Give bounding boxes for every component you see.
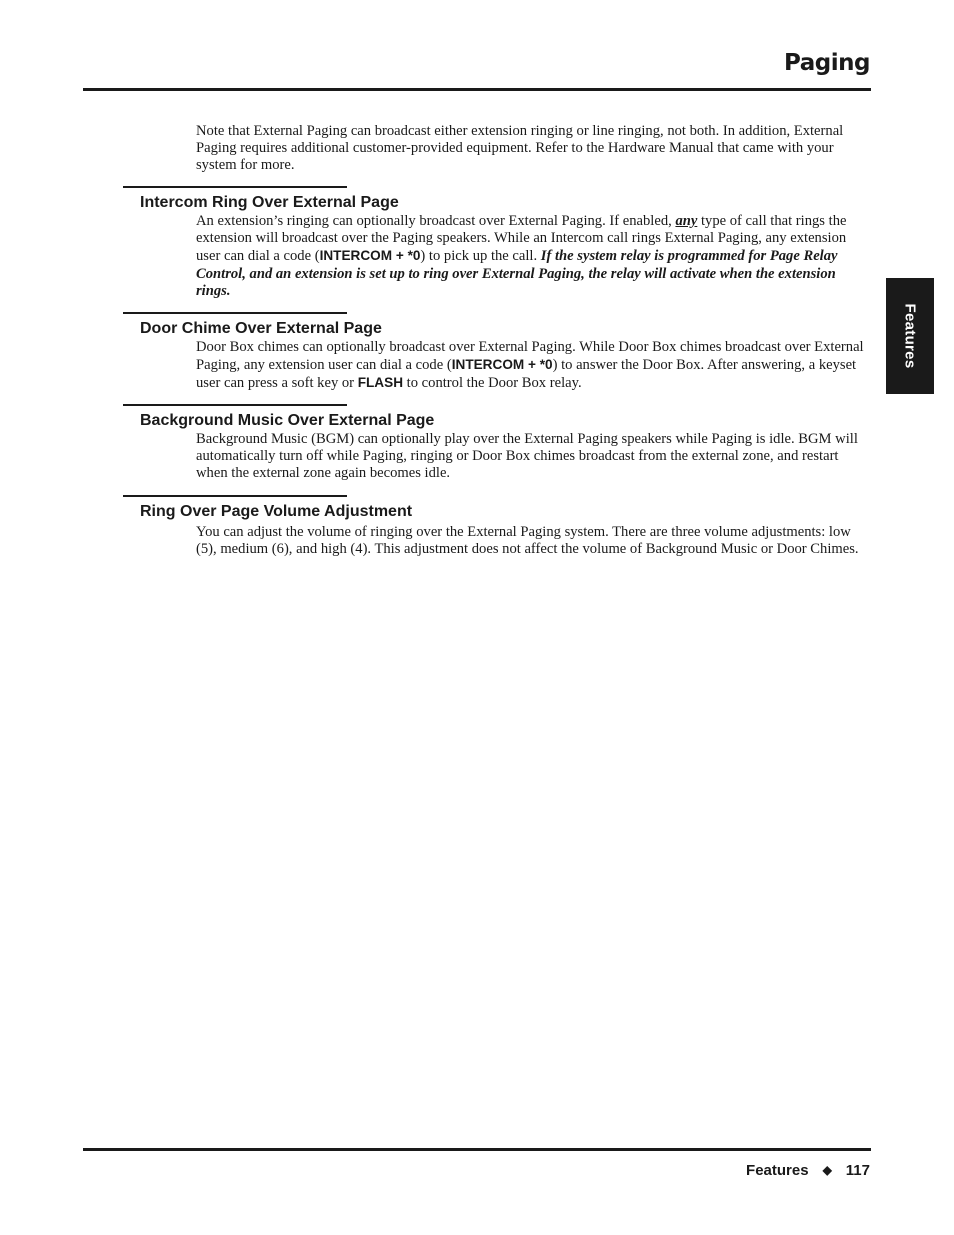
- section-rule: [123, 312, 347, 314]
- relay-note: If the system relay is programmed for Page Relay Control, and an extension is set up to ring over External Paging, the relay will activate when the extension rings.: [196, 248, 838, 299]
- text-run: Door Box chimes can optionally broadcast over External Paging. While Door Box chimes broadcast over External Paging, any extension user can dial a code (: [196, 339, 864, 374]
- side-tab-label: Features: [901, 303, 919, 369]
- text-run: to control the Door Box relay.: [403, 375, 582, 392]
- dial-code: INTERCOM + *0: [319, 248, 421, 264]
- page-number: 117: [845, 1162, 870, 1179]
- diamond-icon: ◆: [822, 1163, 832, 1177]
- section-rule: [123, 186, 347, 188]
- text-run: ) to answer the Door Box. After answering, a keyset user can press a soft key or: [196, 357, 857, 392]
- section-heading: Background Music Over External Page: [140, 412, 435, 429]
- section-heading: Intercom Ring Over External Page: [140, 194, 399, 211]
- section-heading: Door Chime Over External Page: [140, 320, 382, 337]
- header-rule: [83, 88, 871, 91]
- page-footer: [746, 1162, 870, 1179]
- side-tab: [886, 278, 934, 394]
- footer-rule: [83, 1148, 871, 1151]
- section-heading: Ring Over Page Volume Adjustment: [140, 503, 413, 520]
- intro-paragraph: Note that External Paging can broadcast either extension ringing or line ringing, not both. In addition, External Paging requires additional customer-provided equipment. Refer to the Hardware Manual that came with your system for more.: [196, 123, 844, 174]
- text-run: type of call that rings the extension will broadcast over the Paging speakers. While an Intercom call rings External Paging, any extension user can dial a code (: [196, 213, 847, 265]
- text-run: An extension’s ringing can optionally broadcast over External Paging. If enabled,: [196, 213, 676, 229]
- section-rule: [123, 404, 347, 406]
- section-body: [196, 339, 872, 393]
- section-rule: [123, 495, 347, 497]
- text-run: ) to pick up the call.: [420, 248, 541, 265]
- footer-section: Features: [746, 1162, 809, 1179]
- flash-key: FLASH: [357, 375, 404, 391]
- section-body: You can adjust the volume of ringing over the External Paging system. There are three volume adjustments: low (5), medium (6), and high (4). This adjustment does not affect the volume of Background Music or Door Chimes.: [196, 524, 859, 558]
- emphasis-any: any: [675, 213, 698, 229]
- section-body: [196, 213, 872, 300]
- dial-code: INTERCOM + *0: [451, 357, 553, 373]
- section-body: Background Music (BGM) can optionally play over the External Paging speakers while Paging is idle. BGM will automatically turn off while Paging, ringing or Door Box chimes broadcast from the external zone, and restart when the external zone again becomes idle.: [196, 431, 858, 482]
- page-title: Paging: [784, 50, 870, 76]
